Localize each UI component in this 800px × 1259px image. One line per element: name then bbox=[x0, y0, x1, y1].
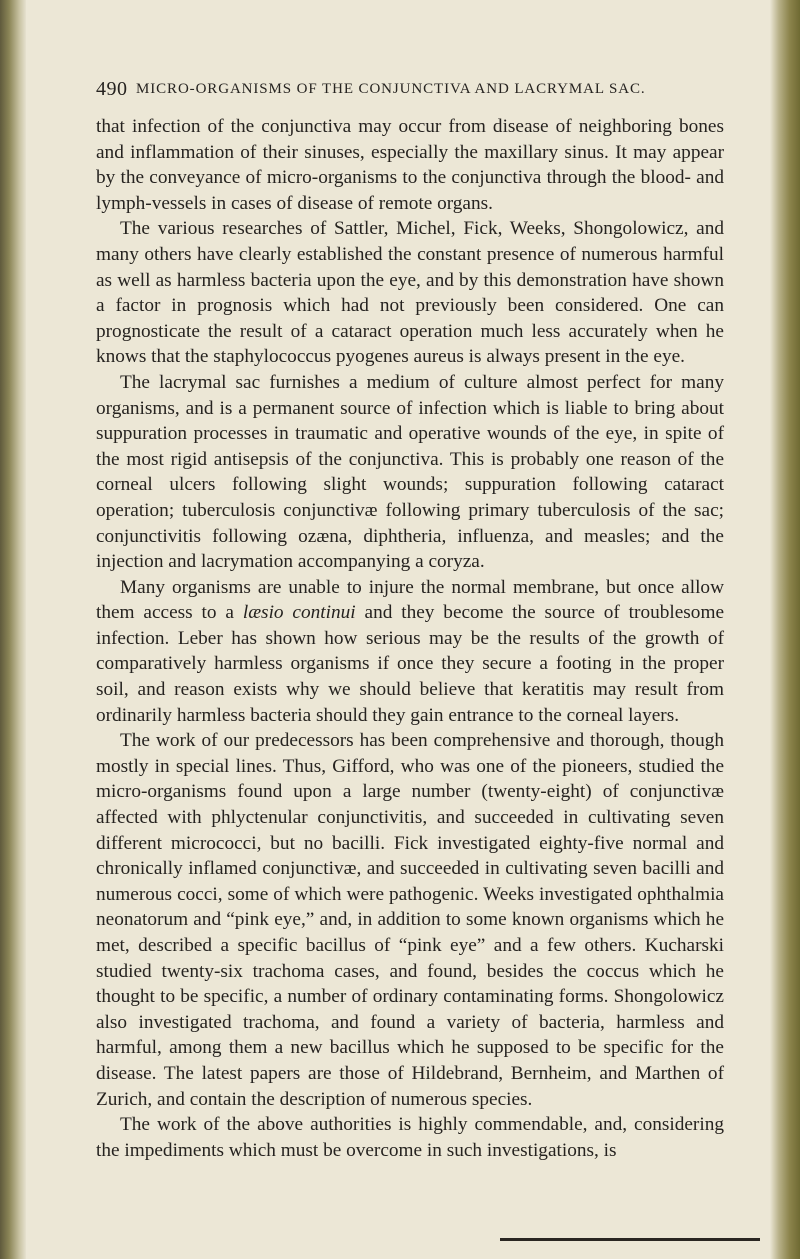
paragraph bbox=[96, 575, 724, 729]
paragraph bbox=[96, 114, 724, 216]
running-title: MICRO-ORGANISMS OF THE CONJUNCTIVA AND LACRYMAL SAC. bbox=[136, 81, 646, 97]
running-head bbox=[96, 78, 724, 108]
paragraph-text: Many organisms are unable to injure the normal membrane, but once allow them access to a bbox=[96, 576, 724, 624]
left-page-edge bbox=[0, 0, 26, 1259]
italic-phrase: læsio continui bbox=[242, 602, 356, 624]
paragraph bbox=[96, 1112, 724, 1163]
paragraph-text: The various researches of Sattler, Michel, Fick, Weeks, Shongolowicz, and many others have clearly established the constant presence of numerous harmful as well as harmless bacteria upon the eye, and by this demonstration have shown a factor in prognosis which had not previously been considered. One can prognosticate the result of a cataract operation much less accurately when he knows that the staphylococcus pyogenes aureus is always present in the eye. bbox=[96, 218, 724, 368]
paragraph-text: that infection of the conjunctiva may occur from disease of neighboring bones and inflammation of their sinuses, especially the maxillary sinus. It may appear by the conveyance of micro-organisms to the conjunctiva through the blood- and lymph-vessels in cases of disease of remote organs. bbox=[96, 116, 724, 214]
paragraph bbox=[96, 216, 724, 370]
paragraph-text: The work of our predecessors has been comprehensive and thorough, though mostly in special lines. Thus, Gifford, who was one of the pioneers, studied the micro-organisms found upon a large number (twenty-eight) of conjunctivæ affected with phlyctenular conjunctivitis, and succeeded in cultivating seven different micrococci, but no bacilli. Fick investigated eighty-five normal and chronically inflamed conjunctivæ, and succeeded in cultivating seven bacilli and numerous cocci, some of which were pathogenic. Weeks investigated ophthalmia neonatorum and “pink eye,” and, in addition to some known organisms which he met, described a specific bacillus of “pink eye” and a few others. Kucharski studied twenty-six trachoma cases, and found, besides the coccus which he thought to be specific, a number of ordinary contaminating forms. Shongolowicz also investigated trachoma, and found a variety of bacteria, harmless and harmful, among them a new bacillus which he supposed to be specific for the disease. The latest papers are those of Hildebrand, Bernheim, and Marthen of Zurich, and contain the description of numerous species. bbox=[96, 730, 724, 1110]
bottom-rule bbox=[500, 1238, 760, 1241]
paragraph-text: The work of the above authorities is highly commendable, and, considering the impediments which must be overcome in such investigations, is bbox=[96, 1114, 724, 1161]
paragraph bbox=[96, 728, 724, 1112]
body-text bbox=[96, 114, 724, 1163]
paragraph-text: and they become the source of troublesome infection. Leber has shown how serious may be the results of the growth of comparatively harmless organisms if once they secure a footing in the proper soil, and reason exists why we should believe that keratitis may result from ordinarily harmless bacteria should they gain entrance to the corneal layers. bbox=[96, 602, 724, 726]
book-page bbox=[96, 78, 724, 1163]
page-number: 490 bbox=[96, 78, 128, 100]
paragraph-text: The lacrymal sac furnishes a medium of culture almost perfect for many organisms, and is a permanent source of infection which is liable to bring about suppuration processes in traumatic and operative wounds of the eye, in spite of the most rigid antisepsis of the conjunctiva. This is probably one reason of the corneal ulcers following slight wounds; suppuration following cataract operation; tuberculosis conjunctivæ following primary tuberculosis of the sac; conjunctivitis following ozæna, diphtheria, influenza, and measles; and the injection and lacrymation accompanying a coryza. bbox=[96, 371, 724, 573]
paragraph bbox=[96, 370, 724, 575]
right-page-edge bbox=[770, 0, 800, 1259]
